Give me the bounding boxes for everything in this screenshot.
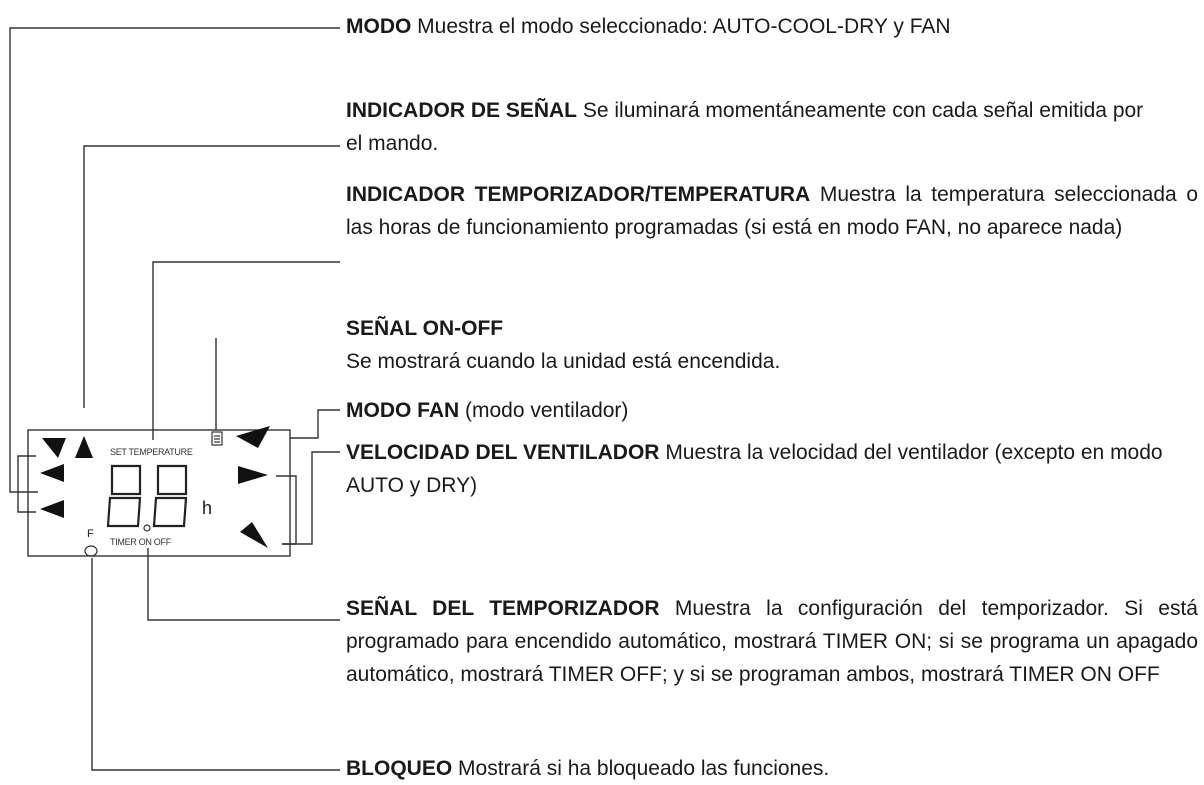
callout-bloqueo-text: Mostrará si ha bloqueado las funciones. [458, 757, 830, 780]
timer-on-off-label: TIMER ON OFF [110, 537, 171, 547]
callout-timer-title: SEÑAL DEL TEMPORIZADOR [346, 597, 660, 620]
callout-bloqueo-title: BLOQUEO [346, 757, 453, 780]
leader-bloqueo [92, 558, 340, 770]
callout-fan-mode-title: MODO FAN [346, 399, 460, 422]
callout-onoff-title: SEÑAL ON-OFF [346, 317, 504, 340]
mode-arrow-1-icon [42, 438, 66, 458]
callout-onoff-text: Se mostrará cuando la unidad está encendida. [346, 350, 781, 373]
leader-velocidad [282, 452, 340, 544]
callout-fan-mode [346, 394, 1198, 427]
callout-timer [346, 592, 1198, 691]
callout-modo-title: MODO [346, 15, 412, 38]
fan-speed-2-icon [240, 522, 268, 548]
lock-icon [85, 546, 97, 556]
bracket-velocidad [276, 476, 296, 544]
callout-senal-title: INDICADOR DE SEÑAL [346, 99, 578, 122]
callout-senal [346, 94, 1146, 160]
callout-velocidad-text: Muestra la velocidad del ventilador (excepto en modo AUTO y DRY) [346, 441, 1163, 497]
callout-temp [346, 178, 1198, 244]
mode-arrow-3-icon [40, 500, 64, 518]
set-temperature-label: SET TEMPERATURE [110, 447, 193, 457]
callout-bloqueo [346, 752, 1198, 785]
fan-mode-arrow-icon [236, 426, 270, 448]
callout-velocidad-title: VELOCIDAD DEL VENTILADOR [346, 441, 660, 464]
callout-timer-text: Muestra la configuración del temporizador. Si está programado para encendido automático, mostrará TIMER ON; si se programa un apagado automático, mostrará TIMER OFF; y si se programan ambos, mostrará TIMER ON OFF [346, 597, 1198, 686]
leader-temp [153, 262, 340, 440]
leader-modo [10, 28, 340, 492]
bracket-modo [18, 456, 36, 512]
leader-timer [148, 548, 340, 620]
signal-indicator-icon [75, 436, 93, 458]
decimal-point [144, 525, 150, 531]
callout-modo-text: Muestra el modo seleccionado: AUTO-COOL-DRY y FAN [417, 15, 951, 38]
seven-segment-digits [108, 466, 186, 526]
leader-senal [84, 146, 340, 408]
leader-fan-mode [290, 410, 340, 438]
callout-temp-text: Muestra la temperatura seleccionada o las horas de funcionamiento programadas (si está en modo FAN, no aparece nada) [346, 183, 1198, 239]
callout-onoff [346, 312, 1198, 378]
lock-letter: F [87, 528, 94, 540]
callout-temp-title: INDICADOR TEMPORIZADOR/TEMPERATURA [346, 183, 811, 206]
mode-arrow-2-icon [40, 464, 64, 482]
fan-speed-1-icon [238, 466, 268, 484]
callout-fan-mode-text: (modo ventilador) [465, 399, 629, 422]
fan-mode-icon [212, 432, 222, 445]
callout-velocidad [346, 436, 1166, 502]
callout-senal-text: Se iluminará momentáneamente con cada señal emitida por el mando. [346, 99, 1144, 155]
hour-unit: h [202, 498, 213, 518]
callout-modo [346, 10, 1186, 43]
